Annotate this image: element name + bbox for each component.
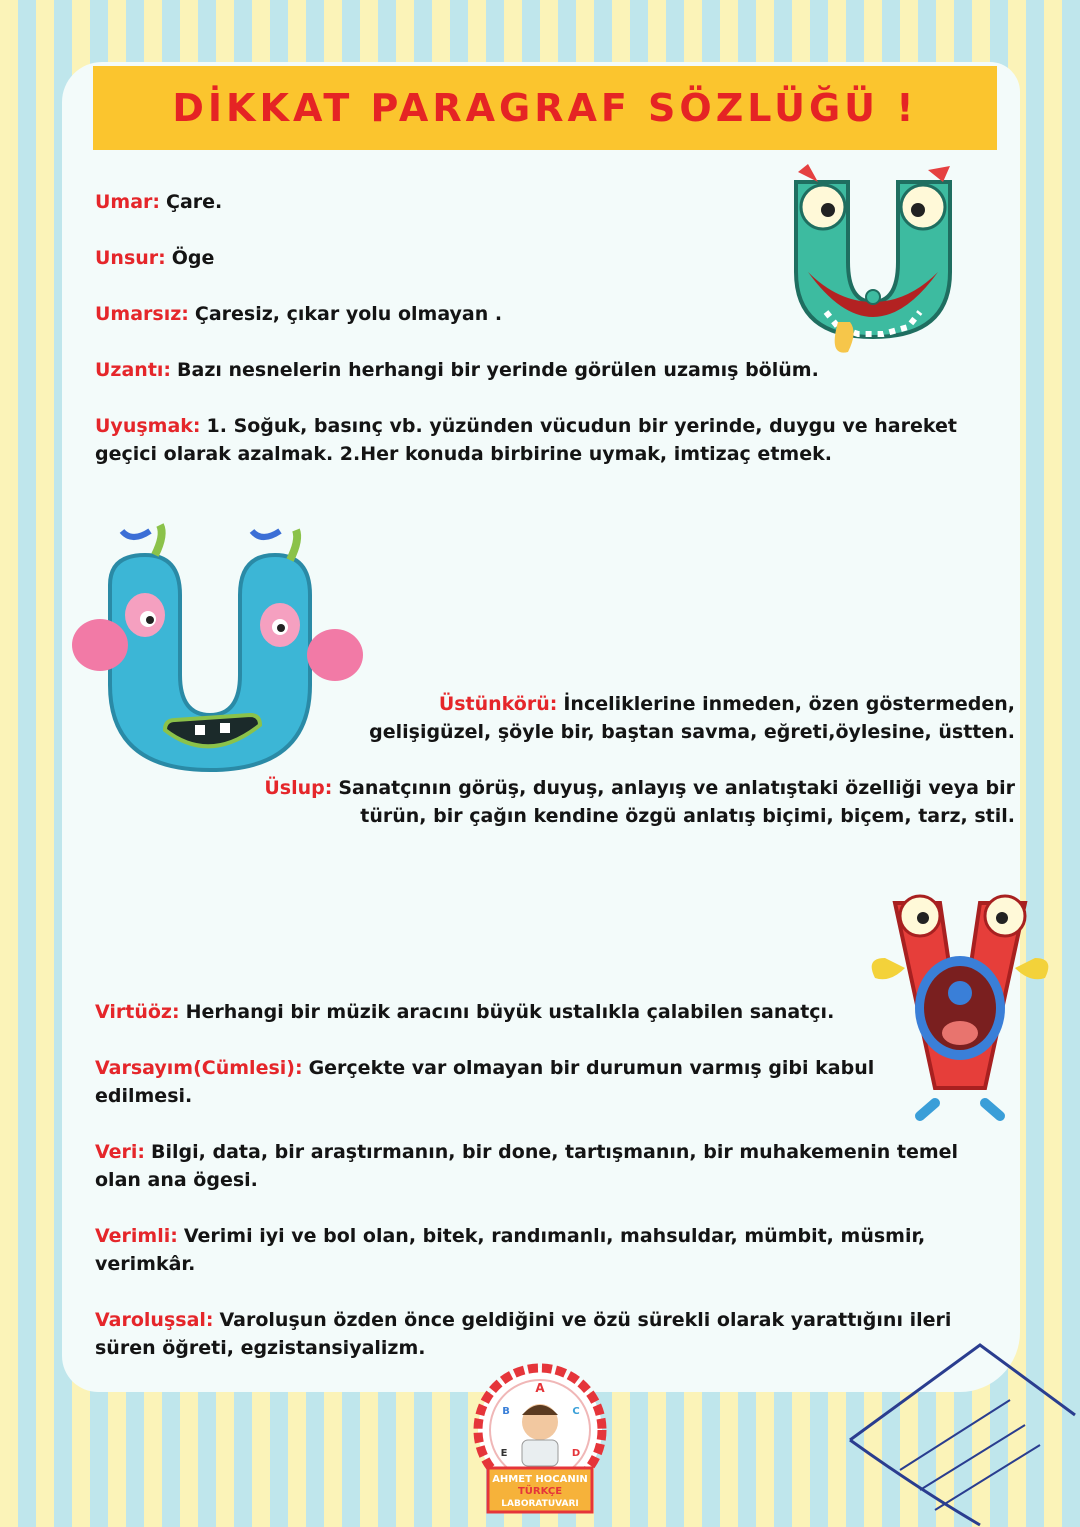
entry-definition: Verimi iyi ve bol olan, bitek, randımanlı, mahsuldar, mümbit, müsmir, verimkâr. (95, 1225, 926, 1275)
entry-umar (95, 188, 775, 216)
entry-uyusmak (95, 412, 990, 468)
entry-ustunkoru (330, 690, 1015, 746)
entry-term: Üslup: (264, 777, 333, 799)
entry-definition: Bilgi, data, bir araştırmanın, bir done, tartışmanın, bir muhakemenin temel olan ana ögesi. (95, 1141, 959, 1191)
entry-definition: Gerçekte var olmayan bir durumun varmış gibi kabul edilmesi. (95, 1057, 875, 1107)
entry-definition: 1. Soğuk, basınç vb. yüzünden vücudun bir yerinde, duygu ve hareket geçici olarak azalmak. 2.Her konuda birbirine uymak, imtizaç etmek. (95, 415, 957, 465)
entry-umarsiz (95, 300, 775, 328)
logo-letter-d: D (571, 1448, 581, 1459)
entry-unsur (95, 244, 775, 272)
paper-curl-doodle (840, 1340, 1080, 1527)
entry-term: Uzantı: (95, 359, 172, 381)
entry-uslup (255, 774, 1015, 830)
entry-term: Veri: (95, 1141, 146, 1163)
entry-term: Uyuşmak: (95, 415, 201, 437)
blue-u-monster-illustration (70, 515, 370, 785)
entry-term: Unsur: (95, 247, 166, 269)
logo-letter-a: A (535, 1381, 545, 1395)
lab-logo-badge (470, 1360, 610, 1520)
entry-term: Varoluşsal: (95, 1309, 214, 1331)
entry-term: Virtüöz: (95, 1001, 180, 1023)
entry-term: Umarsız: (95, 303, 189, 325)
logo-line-2: TÜRKÇE (517, 1486, 563, 1497)
logo-letter-b: B (502, 1406, 510, 1417)
green-u-monster-illustration (778, 162, 968, 362)
entry-definition: Çare. (166, 191, 223, 213)
entry-definition: Sanatçının görüş, duyuş, anlayış ve anlatıştaki özelliği veya bir türün, bir çağın kendine özgü anlatış biçimi, biçem, tarz, stil. (338, 777, 1015, 827)
entry-definition: Varoluşun özden önce geldiğini ve özü sürekli olarak yarattığını ileri süren öğreti, egzistansiyalizm. (95, 1309, 952, 1359)
entry-term: Umar: (95, 191, 161, 213)
logo-line-3: LABORATUVARI (501, 1499, 579, 1509)
entry-uzanti (95, 356, 975, 384)
entry-varsayim (95, 1054, 895, 1110)
logo-letter-e: E (500, 1448, 508, 1459)
entry-definition: Öge (171, 247, 215, 269)
entry-definition: Herhangi bir müzik aracını büyük ustalıkla çalabilen sanatçı. (185, 1001, 835, 1023)
entry-definition: Bazı nesnelerin herhangi bir yerinde görülen uzamış bölüm. (177, 359, 819, 381)
entry-definition: İnceliklerine inmeden, özen göstermeden, gelişigüzel, şöyle bir, baştan savma, eğreti,öylesine, üstten. (369, 693, 1015, 743)
entry-veri (95, 1138, 995, 1194)
entry-term: Üstünkörü: (438, 693, 558, 715)
logo-line-1: AHMET HOCANIN (492, 1474, 588, 1485)
entry-definition: Çaresiz, çıkar yolu olmayan . (194, 303, 503, 325)
logo-letter-c: C (572, 1406, 580, 1417)
entry-term: Varsayım(Cümlesi): (95, 1057, 303, 1079)
page-title: DİKKAT PARAGRAF SÖZLÜĞÜ ! (172, 86, 918, 130)
entry-verimli (95, 1222, 965, 1278)
entry-virtuoz (95, 998, 885, 1026)
entry-term: Verimli: (95, 1225, 178, 1247)
